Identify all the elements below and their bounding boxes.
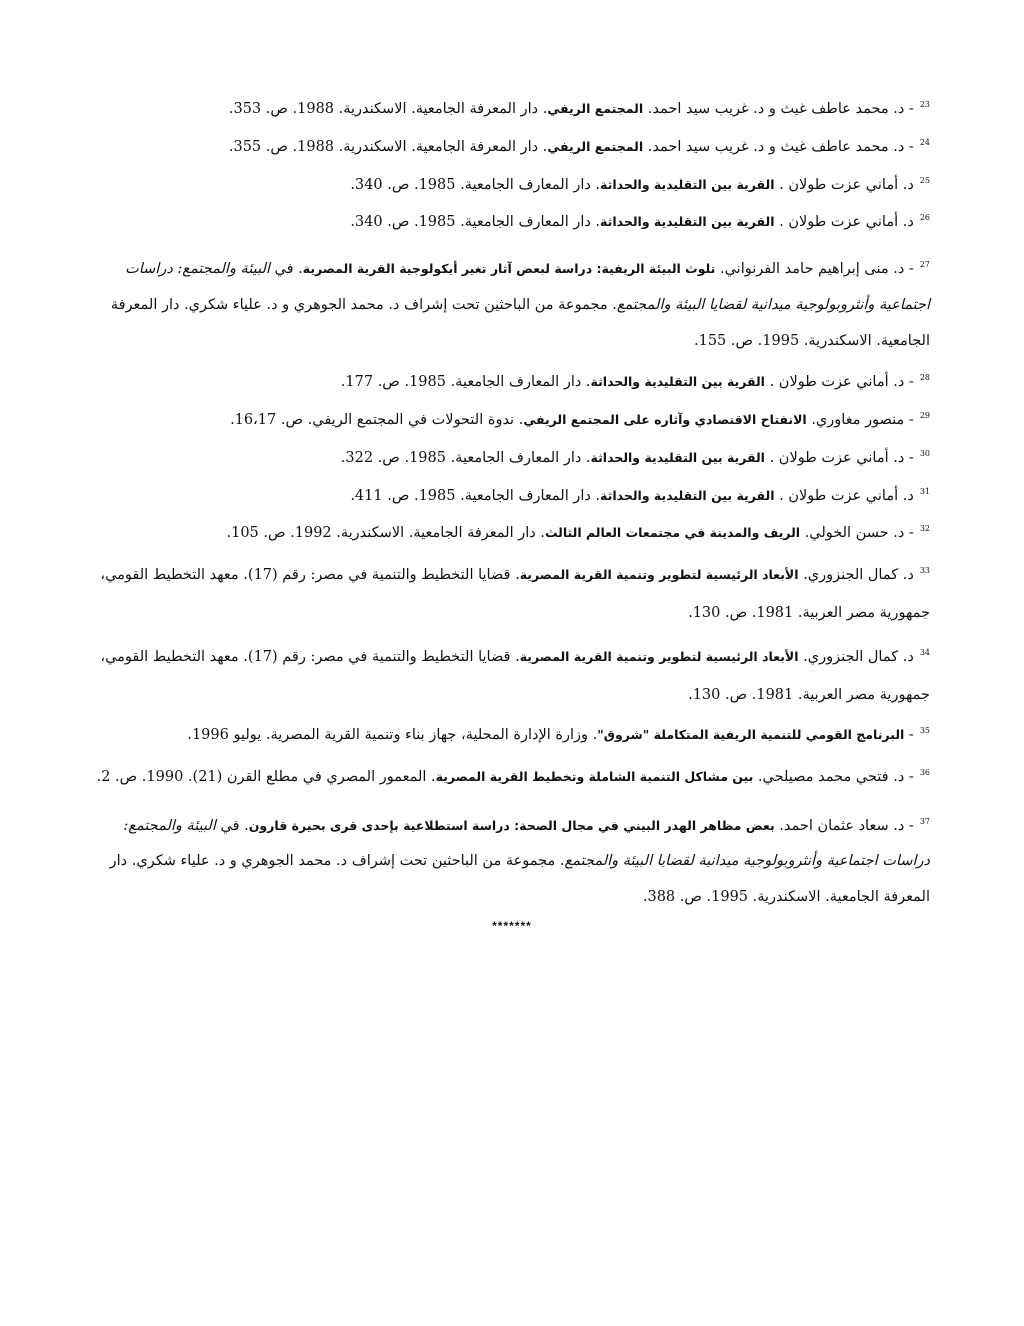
footnote-number: 37 xyxy=(919,816,930,826)
footnote-34 xyxy=(94,634,930,714)
footnote-title: القرية بين التقليدية والحداثة xyxy=(600,214,775,230)
footnote-title: القرية بين التقليدية والحداثة xyxy=(600,487,775,503)
footnote-title: تلوث البيئة الريفية: دراسة لبعض آثار تغير أيكولوجية القرية المصرية xyxy=(302,261,716,277)
footnote-text: - د. حسن الخولي. xyxy=(800,525,914,542)
footnote-text: . دار المعارف الجامعية. 1985. ص. 340. xyxy=(350,214,601,231)
footnote-text: . المعمور المصري في مطلع القرن (21). 1990. ص. 2. xyxy=(96,768,436,785)
footnote-text: - منصور مغاوري. xyxy=(806,411,914,428)
end-separator: ******* xyxy=(492,919,532,934)
footnote-text: . في xyxy=(215,817,249,834)
footnote-title: بين مشاكل التنمية الشاملة وتخطيط القرية المصرية xyxy=(435,768,754,784)
footnote-title: القرية بين التقليدية والحداثة xyxy=(590,373,765,389)
footnote-text: . دار المعارف الجامعية. 1985. ص. 411. xyxy=(350,487,601,504)
footnote-book-title: البيئة والمجتمع: دراسات اجتماعية وأنثروبولوجية ميدانية لقضايا البيئة والمجتمع xyxy=(123,817,930,870)
footnote-number: 24 xyxy=(919,137,930,147)
footnote-33 xyxy=(94,552,930,632)
footnotes-page xyxy=(94,88,930,933)
footnote-30 xyxy=(94,437,930,475)
footnote-title: المجتمع الريفي xyxy=(547,100,644,116)
footnote-title: البرنامج القومي للتنمية الريفية المتكاملة "شروق" xyxy=(597,726,905,742)
footnote-text: . مجموعة من الباحثين تحت إشراف د. محمد الجوهري و د. علياء شكري. دار المعرفة الجامعية. الاسكندرية. 1995. ص. 155. xyxy=(110,297,930,350)
footnote-29 xyxy=(94,399,930,437)
footnote-title: الأبعاد الرئيسية لتطوير وتنمية القرية المصرية xyxy=(519,567,799,583)
footnote-title: الانفتاح الاقتصادي وآثاره على المجتمع الريفي xyxy=(523,411,807,427)
footnote-text: - د. أماني عزت طولان . xyxy=(764,449,914,466)
footnote-text: . قضايا التخطيط والتنمية في مصر: رقم (17). معهد التخطيط القومي، جمهورية مصر العربية. 1981. ص. 130. xyxy=(100,648,930,703)
footnote-text: . دار المعرفة الجامعية. الاسكندرية. 1988. ص. 355. xyxy=(228,138,548,155)
footnote-31 xyxy=(94,475,930,513)
footnote-number: 34 xyxy=(919,648,930,658)
footnote-text: . ندوة التحولات في المجتمع الريفي. ص. 16،17. xyxy=(230,411,524,428)
footnote-26 xyxy=(94,201,930,239)
footnote-text: . مجموعة من الباحثين تحت إشراف د. محمد الجوهري و د. علياء شكري. دار المعرفة الجامعية. الاسكندرية. 1995. ص. 388. xyxy=(109,853,930,906)
footnote-text: . دار المعرفة الجامعية. الاسكندرية. 1988. ص. 353. xyxy=(228,100,548,117)
footnote-title: المجتمع الريفي xyxy=(547,138,644,154)
footnote-text: . دار المعارف الجامعية. 1985. ص. 340. xyxy=(350,176,601,193)
footnote-36 xyxy=(94,754,930,796)
footnote-number: 35 xyxy=(919,725,930,735)
footnote-number: 27 xyxy=(919,260,930,270)
footnote-number: 36 xyxy=(919,767,930,777)
footnote-text: د. أماني عزت طولان . xyxy=(774,176,914,193)
footnote-number: 25 xyxy=(919,175,930,185)
footnote-text: - د. سعاد عثمان احمد. xyxy=(774,817,914,834)
footnote-number: 30 xyxy=(919,448,930,458)
footnote-23 xyxy=(94,88,930,126)
footnote-title: بعض مظاهر الهدر البيني في مجال الصحة: دراسة استطلاعية بإحدى قرى بحيرة قارون xyxy=(248,817,775,833)
footnote-28 xyxy=(94,361,930,399)
footnote-number: 31 xyxy=(919,486,930,496)
footnote-title: القرية بين التقليدية والحداثة xyxy=(600,176,775,192)
footnote-text: . في xyxy=(269,261,303,278)
footnote-text: د. كمال الجنزوري. xyxy=(798,648,914,665)
footnote-text: - د. منى إبراهيم حامد الفرنواني. xyxy=(715,261,914,278)
footnote-text: . قضايا التخطيط والتنمية في مصر: رقم (17). معهد التخطيط القومي، جمهورية مصر العربية. 1981. ص. 130. xyxy=(100,567,930,622)
footnote-number: 28 xyxy=(919,373,930,383)
footnote-27 xyxy=(94,247,930,359)
footnote-book-title: البيئة والمجتمع: دراسات اجتماعية وأنثروبولوجية ميدانية لقضايا البيئة والمجتمع xyxy=(125,261,930,314)
footnote-text: - د. فتحي محمد مصيلحي. xyxy=(753,768,914,785)
footnote-text: د. كمال الجنزوري. xyxy=(798,567,914,584)
footnote-37 xyxy=(94,804,930,916)
footnote-text: . دار المعارف الجامعية. 1985. ص. 322. xyxy=(340,449,591,466)
footnote-number: 29 xyxy=(919,410,930,420)
footnote-number: 23 xyxy=(919,100,930,109)
footnote-number: 33 xyxy=(919,566,930,576)
footnote-text: . وزارة الإدارة المحلية، جهاز بناء وتنمية القرية المصرية. يوليو 1996. xyxy=(187,726,598,743)
footnote-text: - xyxy=(904,726,914,743)
footnote-text: - د. محمد عاطف غيث و د. غريب سيد احمد. xyxy=(643,100,914,117)
footnote-text: . دار المعارف الجامعية. 1985. ص. 177. xyxy=(340,373,591,390)
footnote-title: الريف والمدينة في مجتمعات العالم الثالث xyxy=(544,525,801,541)
footnote-text: - د. محمد عاطف غيث و د. غريب سيد احمد. xyxy=(643,138,914,155)
footnote-text: - د. أماني عزت طولان . xyxy=(764,373,914,390)
footnote-35 xyxy=(94,714,930,752)
footnote-24 xyxy=(94,126,930,164)
footnote-title: القرية بين التقليدية والحداثة xyxy=(590,449,765,465)
footnote-text: د. أماني عزت طولان . xyxy=(774,487,914,504)
footnote-text: د. أماني عزت طولان . xyxy=(774,214,914,231)
footnote-number: 32 xyxy=(919,524,930,534)
footnote-title: الأبعاد الرئيسية لتطوير وتنمية القرية المصرية xyxy=(519,648,799,664)
footnote-text: . دار المعرفة الجامعية. الاسكندرية. 1992. ص. 105. xyxy=(226,525,545,542)
footnote-32 xyxy=(94,512,930,550)
footnote-25 xyxy=(94,164,930,202)
footnote-number: 26 xyxy=(919,213,930,223)
